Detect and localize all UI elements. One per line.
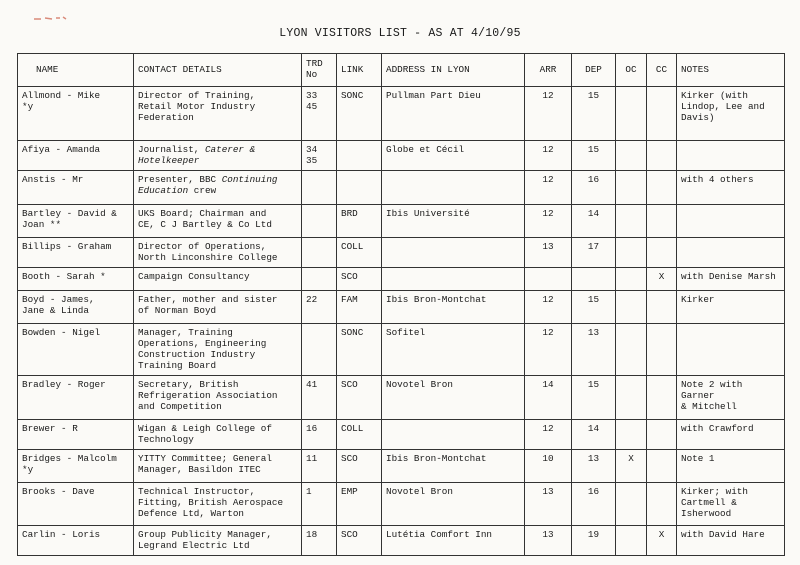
cell-name: Bartley - David & Joan **: [18, 205, 134, 238]
cell-contact: YITTY Committee; General Manager, Basildon ITEC: [134, 450, 302, 483]
cell-link: COLL: [337, 420, 382, 450]
cell-trd: [302, 205, 337, 238]
cell-contact: Secretary, British Refrigeration Association and Competition: [134, 376, 302, 420]
table-row: [18, 141, 785, 171]
col-header-arr: ARR: [525, 54, 572, 87]
cell-name: Brooks - Dave: [18, 483, 134, 526]
cell-trd: [302, 324, 337, 376]
cell-notes: Note 1: [677, 450, 785, 483]
cell-contact: Technical Instructor, Fitting, British Aerospace Defence Ltd, Warton: [134, 483, 302, 526]
col-header-cc: CC: [647, 54, 677, 87]
cell-cc: X: [647, 526, 677, 556]
cell-address: Novotel Bron: [382, 376, 525, 420]
cell-notes: with Denise Marsh: [677, 268, 785, 291]
cell-trd: 11: [302, 450, 337, 483]
cell-cc: [647, 87, 677, 141]
cell-oc: [616, 268, 647, 291]
col-header-link: LINK: [337, 54, 382, 87]
cell-link: SCO: [337, 268, 382, 291]
contact-text: Journalist,: [138, 144, 205, 155]
col-header-notes: NOTES: [677, 54, 785, 87]
cell-oc: [616, 238, 647, 268]
cell-cc: [647, 238, 677, 268]
cell-address: Lutétia Comfort Inn: [382, 526, 525, 556]
table-row: [18, 376, 785, 420]
cell-contact: Campaign Consultancy: [134, 268, 302, 291]
cell-cc: [647, 324, 677, 376]
cell-trd: [302, 238, 337, 268]
page-title: LYON VISITORS LIST - AS AT 4/10/95: [279, 27, 521, 40]
cell-dep: 15: [572, 376, 616, 420]
cell-name: Boyd - James, Jane & Linda: [18, 291, 134, 324]
cell-address: Ibis Université: [382, 205, 525, 238]
cell-arr: 12: [525, 171, 572, 205]
col-header-dep: DEP: [572, 54, 616, 87]
cell-notes: Kirker: [677, 291, 785, 324]
table-row: [18, 483, 785, 526]
cell-oc: [616, 376, 647, 420]
cell-notes: [677, 238, 785, 268]
cell-trd: 18: [302, 526, 337, 556]
cell-name: Carlin - Loris: [18, 526, 134, 556]
cell-name: Afiya - Amanda: [18, 141, 134, 171]
cell-dep: 13: [572, 450, 616, 483]
cell-dep: 15: [572, 87, 616, 141]
cell-trd: 34 35: [302, 141, 337, 171]
cell-oc: [616, 205, 647, 238]
col-header-address: ADDRESS IN LYON: [382, 54, 525, 87]
col-header-trd: TRD No: [302, 54, 337, 87]
cell-name: Anstis - Mr: [18, 171, 134, 205]
cell-oc: [616, 324, 647, 376]
cell-notes: with 4 others: [677, 171, 785, 205]
cell-trd: [302, 171, 337, 205]
cell-address: Sofitel: [382, 324, 525, 376]
cell-name: Allmond - Mike *y: [18, 87, 134, 141]
cell-address: [382, 268, 525, 291]
cell-cc: [647, 205, 677, 238]
cell-link: SCO: [337, 376, 382, 420]
table-row: [18, 205, 785, 238]
cell-cc: [647, 450, 677, 483]
table-body: [18, 87, 785, 556]
cell-notes: [677, 141, 785, 171]
cell-name: Brewer - R: [18, 420, 134, 450]
cell-notes: with David Hare: [677, 526, 785, 556]
cell-link: BRD: [337, 205, 382, 238]
contact-text-suffix: crew: [188, 185, 217, 196]
cell-name: Billips - Graham: [18, 238, 134, 268]
cell-link: SONC: [337, 87, 382, 141]
cell-contact: Father, mother and sister of Norman Boyd: [134, 291, 302, 324]
cell-oc: [616, 526, 647, 556]
contact-text: Presenter, BBC: [138, 174, 222, 185]
cell-link: [337, 141, 382, 171]
table-row: [18, 238, 785, 268]
cell-link: SCO: [337, 526, 382, 556]
cell-dep: 19: [572, 526, 616, 556]
cell-link: SONC: [337, 324, 382, 376]
table-row: [18, 291, 785, 324]
cell-link: [337, 171, 382, 205]
cell-oc: X: [616, 450, 647, 483]
cell-link: SCO: [337, 450, 382, 483]
cell-contact: UKS Board; Chairman and CE, C J Bartley & Co Ltd: [134, 205, 302, 238]
cell-dep: 14: [572, 420, 616, 450]
cell-name: Bridges - Malcolm *y: [18, 450, 134, 483]
cell-trd: 41: [302, 376, 337, 420]
publication-title: Continuing Education: [138, 174, 278, 196]
table-row: [18, 324, 785, 376]
cell-oc: [616, 420, 647, 450]
table-row: [18, 450, 785, 483]
cell-oc: [616, 87, 647, 141]
cell-contact: Director of Training, Retail Motor Industry Federation: [134, 87, 302, 141]
cell-cc: [647, 376, 677, 420]
cell-link: EMP: [337, 483, 382, 526]
table-row: [18, 87, 785, 141]
cell-cc: [647, 291, 677, 324]
cell-trd: 22: [302, 291, 337, 324]
cell-dep: 15: [572, 141, 616, 171]
cell-name: Bradley - Roger: [18, 376, 134, 420]
cell-dep: [572, 268, 616, 291]
cell-link: COLL: [337, 238, 382, 268]
cell-address: Novotel Bron: [382, 483, 525, 526]
cell-address: Pullman Part Dieu: [382, 87, 525, 141]
col-header-name: NAME: [18, 54, 134, 87]
cell-arr: 10: [525, 450, 572, 483]
visitors-table: [17, 53, 785, 556]
table-row: [18, 420, 785, 450]
cell-contact: Director of Operations, North Linconshire College: [134, 238, 302, 268]
table-header-row: [18, 54, 785, 87]
cell-dep: 13: [572, 324, 616, 376]
cell-arr: 12: [525, 141, 572, 171]
cell-address: [382, 420, 525, 450]
cell-dep: 17: [572, 238, 616, 268]
cell-notes: Kirker; with Cartmell & Isherwood: [677, 483, 785, 526]
cell-oc: [616, 171, 647, 205]
cell-notes: [677, 324, 785, 376]
cell-arr: 13: [525, 483, 572, 526]
cell-arr: 12: [525, 205, 572, 238]
cell-address: [382, 171, 525, 205]
cell-notes: Kirker (with Lindop, Lee and Davis): [677, 87, 785, 141]
cell-trd: 33 45: [302, 87, 337, 141]
cell-trd: 1: [302, 483, 337, 526]
cell-oc: [616, 483, 647, 526]
cell-contact: Group Publicity Manager, Legrand Electric Ltd: [134, 526, 302, 556]
cell-arr: 12: [525, 324, 572, 376]
cell-contact: Wigan & Leigh College of Technology: [134, 420, 302, 450]
cell-arr: 12: [525, 420, 572, 450]
cell-contact: Manager, Training Operations, Engineering Construction Industry Training Board: [134, 324, 302, 376]
publication-title: Caterer & Hotelkeeper: [138, 144, 256, 166]
cell-arr: 13: [525, 238, 572, 268]
cell-arr: 12: [525, 291, 572, 324]
cell-name: Booth - Sarah *: [18, 268, 134, 291]
cell-dep: 15: [572, 291, 616, 324]
cell-notes: [677, 205, 785, 238]
cell-contact: [134, 171, 302, 205]
cell-dep: 16: [572, 171, 616, 205]
table-row: [18, 171, 785, 205]
cell-cc: [647, 483, 677, 526]
table-row: [18, 268, 785, 291]
cell-cc: [647, 420, 677, 450]
cell-cc: [647, 141, 677, 171]
cell-address: [382, 238, 525, 268]
cell-link: FAM: [337, 291, 382, 324]
cell-notes: with Crawford: [677, 420, 785, 450]
cell-address: Ibis Bron-Montchat: [382, 450, 525, 483]
col-header-oc: OC: [616, 54, 647, 87]
cell-trd: 16: [302, 420, 337, 450]
table-row: [18, 526, 785, 556]
cell-name: Bowden - Nigel: [18, 324, 134, 376]
cell-arr: 14: [525, 376, 572, 420]
cell-arr: [525, 268, 572, 291]
cell-oc: [616, 141, 647, 171]
red-pen-mark: [33, 15, 67, 21]
cell-cc: X: [647, 268, 677, 291]
cell-contact: [134, 141, 302, 171]
cell-oc: [616, 291, 647, 324]
cell-arr: 13: [525, 526, 572, 556]
cell-dep: 14: [572, 205, 616, 238]
cell-trd: [302, 268, 337, 291]
cell-address: Ibis Bron-Montchat: [382, 291, 525, 324]
cell-arr: 12: [525, 87, 572, 141]
cell-address: Globe et Cécil: [382, 141, 525, 171]
cell-dep: 16: [572, 483, 616, 526]
cell-cc: [647, 171, 677, 205]
col-header-contact: CONTACT DETAILS: [134, 54, 302, 87]
cell-notes: Note 2 with Garner & Mitchell: [677, 376, 785, 420]
